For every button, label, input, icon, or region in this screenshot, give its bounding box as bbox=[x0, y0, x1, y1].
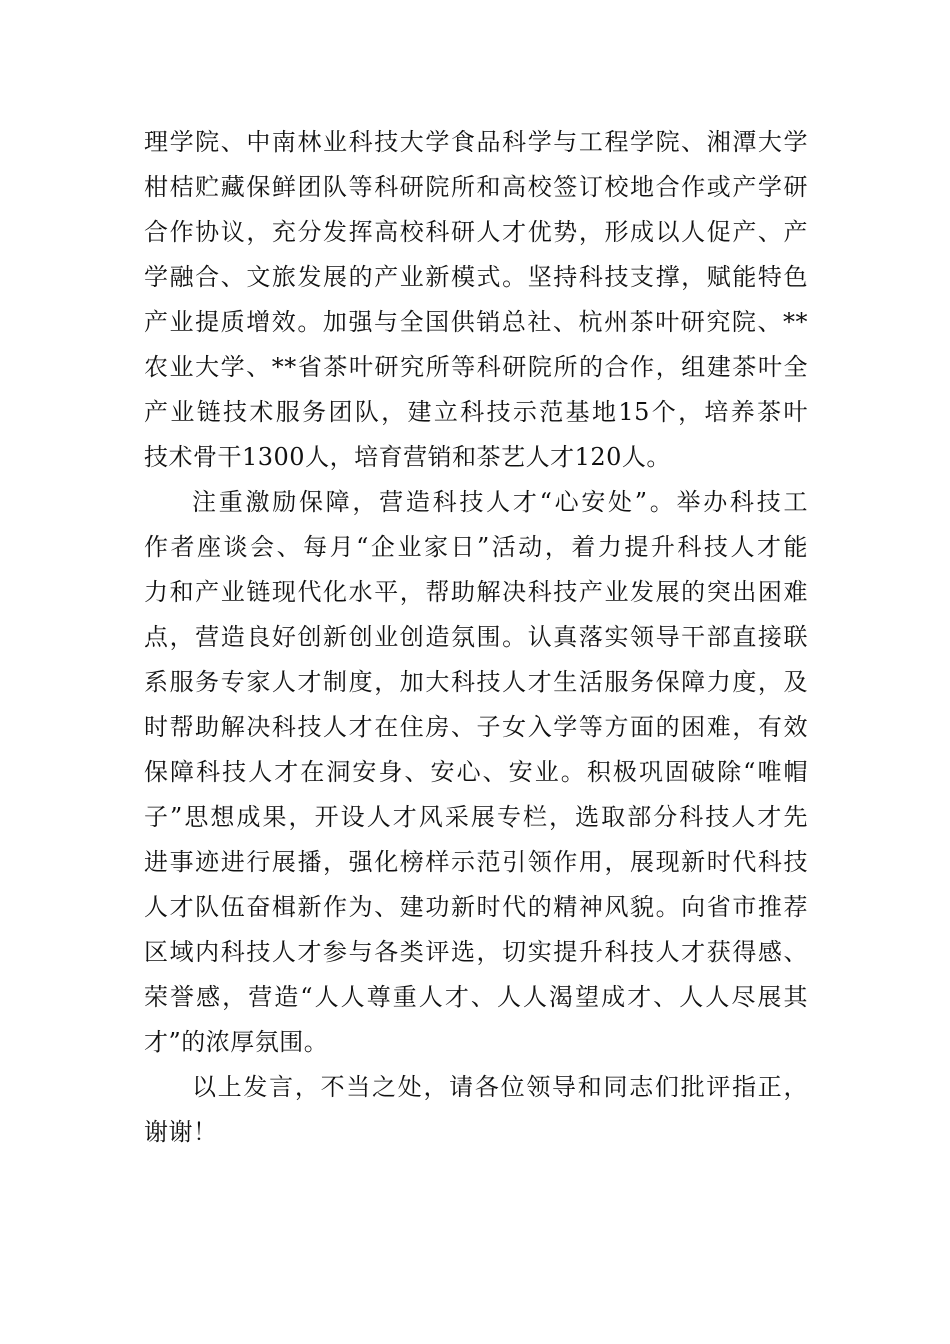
text-line: 时帮助解决科技人才在住房、子女入学等方面的困难，有效 bbox=[144, 713, 808, 741]
text-line: 谢谢！ bbox=[144, 1118, 218, 1146]
text-line: 合作协议，充分发挥高校科研人才优势，形成以人促产、产 bbox=[144, 218, 808, 246]
text-line: 荣誉感，营造“人人尊重人才、人人渴望成才、人人尽展其 bbox=[144, 983, 808, 1011]
text-line: 才”的浓厚氛围。 bbox=[144, 1028, 329, 1056]
text-line: 注重激励保障，营造科技人才“心安处”。举办科技工 bbox=[192, 488, 808, 516]
text-line: 产业链技术服务团队，建立科技示范基地15个，培养茶叶 bbox=[144, 398, 808, 426]
text-line: 技术骨干1300人，培育营销和茶艺人才120人。 bbox=[144, 443, 671, 471]
text-line: 子”思想成果，开设人才风采展专栏，选取部分科技人才先 bbox=[144, 803, 808, 831]
text-line: 作者座谈会、每月“企业家日”活动，着力提升科技人才能 bbox=[144, 533, 808, 561]
text-line: 产业提质增效。加强与全国供销总社、杭州茶叶研究院、** bbox=[144, 308, 808, 336]
text-line: 学融合、文旅发展的产业新模式。坚持科技支撑，赋能特色 bbox=[144, 263, 808, 291]
paragraph-3 bbox=[144, 1065, 808, 1155]
text-line: 保障科技人才在洞安身、安心、安业。积极巩固破除“唯帽 bbox=[144, 758, 808, 786]
text-line: 人才队伍奋楫新作为、建功新时代的精神风貌。向省市推荐 bbox=[144, 893, 808, 921]
text-line: 柑桔贮藏保鲜团队等科研院所和高校签订校地合作或产学研 bbox=[144, 173, 808, 201]
text-line: 区域内科技人才参与各类评选，切实提升科技人才获得感、 bbox=[144, 938, 808, 966]
text-line: 农业大学、**省茶叶研究所等科研院所的合作，组建茶叶全 bbox=[144, 353, 808, 381]
paragraph-1 bbox=[144, 120, 808, 480]
text-line: 系服务专家人才制度，加大科技人才生活服务保障力度，及 bbox=[144, 668, 808, 696]
paragraph-2 bbox=[144, 480, 808, 1065]
document-body bbox=[144, 120, 808, 1155]
text-line: 力和产业链现代化水平，帮助解决科技产业发展的突出困难 bbox=[144, 578, 808, 606]
text-line: 点，营造良好创新创业创造氛围。认真落实领导干部直接联 bbox=[144, 623, 808, 651]
text-line: 进事迹进行展播，强化榜样示范引领作用，展现新时代科技 bbox=[144, 848, 808, 876]
text-line: 以上发言，不当之处，请各位领导和同志们批评指正， bbox=[192, 1073, 808, 1101]
text-line: 理学院、中南林业科技大学食品科学与工程学院、湘潭大学 bbox=[144, 128, 808, 156]
